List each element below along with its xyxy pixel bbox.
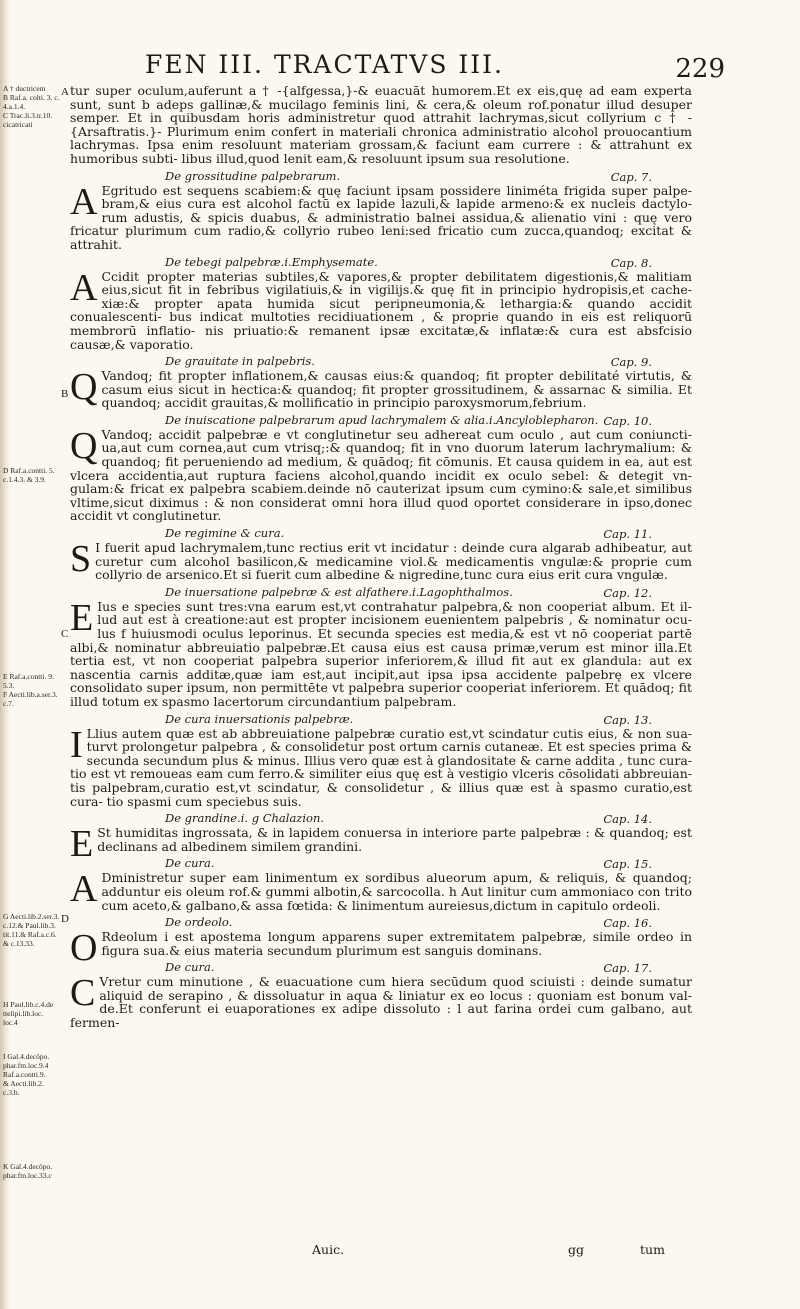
heading-title: De cura. <box>165 856 215 871</box>
chapter-number: Cap. 14. <box>603 812 652 827</box>
paragraph-text: Vretur cum minutione , & euacuatione cum hiera secūdum quod sciuisti : deinde sumatur aliquid de serapino , & dissoluatur in aqua & liniatur ex eo locus : quoniam est bonum val- de.Et conferunt ei euaporationes ex adipe dissoluto : l aut farina ordei cum galbano, aut fermen- <box>70 974 692 1031</box>
margin-note: tit.11.& Raf.a.c.6. <box>3 930 57 939</box>
chapter-heading <box>70 256 692 270</box>
margin-note: E Raf.a.contti. 9. <box>3 672 54 681</box>
heading-title: De cura. <box>165 960 215 975</box>
catchword: tum <box>640 1242 665 1257</box>
paragraph-text: Llius autem quæ est ab abbreuiatione palpebræ curatio est,vt scindatur cutis eius, & non sua- turvt prolongetur palpebra , & consolidetur post ortum carnis cutaneæ. Et est species prima & secunda secundum plus & minus. Illius vero quæ est à glandositate & carne addita , tunc cura- tio est vt remoueas eam cum ferro.& similiter eius quę est à vestigio vlceris cōsolidati abbreuian- tis palpebram,curatio est,vt scindatur, & consolidetur , & illius quæ est à spasmo curatio,est cura- tio spasmi cum speciebus suis. <box>70 725 692 809</box>
drop-capital: O <box>70 927 98 970</box>
letter-mark-b: B <box>61 388 69 400</box>
chapter-number: Cap. 15. <box>603 857 652 872</box>
paragraph-text: Vandoq; fit propter inflationem,& causas eius:& quandoq; fit propter debilitaté virtutis, & casum eius sicut in hectica:& quandoq; fit propter grossitudinem, & assarnac & similia. Et quandoq; accidit grauitas,& mollificatio in principio paroxysmorum,febrium. <box>101 368 692 411</box>
margin-note-group-1 <box>3 84 65 129</box>
heading-title: De regimine & cura. <box>165 526 285 541</box>
chapter-heading <box>70 527 692 541</box>
chapter-number: Cap. 8. <box>610 255 652 270</box>
chapter-heading <box>70 586 692 600</box>
paragraph <box>70 538 692 583</box>
margin-note: 4.a.1.4. <box>3 102 26 111</box>
margin-note: K Gal.4.decöpo. <box>3 1162 53 1171</box>
chapter-number: Cap. 16. <box>603 916 652 931</box>
chapter-number: Cap. 7. <box>610 169 652 184</box>
heading-title: De ordeolo. <box>165 915 233 930</box>
margin-note: F Aecti.lib.a.ser.3. <box>3 690 58 699</box>
margin-note-group-3 <box>3 672 65 708</box>
signature-mark: gg <box>568 1242 585 1257</box>
margin-note-group-5 <box>3 1000 65 1027</box>
paragraph <box>70 180 692 252</box>
margin-note: 5.3. <box>3 681 15 690</box>
chapter-number: Cap. 17. <box>603 961 652 976</box>
drop-capital: Q <box>70 424 98 467</box>
chapter-number: Cap. 13. <box>603 712 652 727</box>
margin-note: & Aecti.lib.2. <box>3 1079 44 1088</box>
chapter-number: Cap. 9. <box>610 355 652 370</box>
paragraph <box>70 424 692 524</box>
drop-capital: S <box>70 538 92 581</box>
drop-capital: A <box>70 868 98 911</box>
chapter-heading <box>70 713 692 727</box>
drop-capital: A <box>70 180 98 223</box>
paragraph-text: Ccidit propter materias subtiles,& vapores,& propter debilitatem digestionis,& malitiam eius,sicut fit in febribus vigilatiuis,& in vigilijs.& quę fit in principio hydropisis,et cache- xiæ:& propter apata humida sicut peripneumonia,& lethargia:& quando accidit conualescenti- bus indicat multoties recidiuationem , & proprie quando in eis est reliquorū membrorū inflatio- nis priuatio:& remanent ipsæ excitatæ,& inflatæ:& cura est absfcisio causæ,& vaporatio. <box>70 268 692 352</box>
paragraph-text: I fuerit apud lachrymalem,tunc rectius erit vt incidatur : deinde cura algarab adhibeatur, aut curetur cum alcohol basilicon,& medicamine viol.& medicamentis vngulæ:& proprie cum collyrio de arsenico.Et si fuerit cum albedine & nigredine,tunc cura eius erit cura vngulæ. <box>95 540 692 583</box>
chapter-heading <box>70 916 692 930</box>
drop-capital: E <box>70 823 94 866</box>
paragraph <box>70 266 692 352</box>
heading-title: De cura inuersationis palpebræ. <box>165 711 354 726</box>
chapter-number: Cap. 12. <box>603 585 652 600</box>
margin-note: H Paul.lib.c.4.de <box>3 1000 54 1009</box>
chapter-heading <box>70 812 692 826</box>
chapter-number: Cap. 11. <box>603 527 652 542</box>
chapter-heading <box>70 857 692 871</box>
catchword-left: Auic. <box>312 1242 345 1257</box>
page-number: 229 <box>675 54 725 84</box>
margin-note: c.12.& Paul.lib.3. <box>3 921 56 930</box>
paragraph: tur super oculum,auferunt a † -{alfgessa,}-& euacuāt humorem.Et ex eis,quę ad eam experta sunt, sunt b adeps gallinæ,& mucilago feminis lini, & cera,& oleum rof.ponatur illud desuper semper. Et in quibusdam horis administretur quod attrahit lachrymas,sicut collyrium c † -{Arsaftratis.}- Plurimum enim confert in materiali chronica administratio alcohol prouocantium lachrymas. Ipsa enim resoluunt materiam grossam,& faciunt eam currere : & attrahunt ex humoribus subti- libus illud,quod lenit eam,& resoluunt ipsum sua resolutione. <box>70 83 692 166</box>
main-text <box>70 84 692 1030</box>
chapter-heading <box>70 170 692 184</box>
chapter-number: Cap. 10. <box>603 413 652 428</box>
page-edge <box>0 0 10 1309</box>
letter-mark-d: D <box>61 913 69 925</box>
heading-title: De grauitate in palpebris. <box>165 354 315 369</box>
margin-note: c.7. <box>3 699 14 708</box>
margin-note: cicatricati <box>3 120 33 129</box>
paragraph <box>70 366 692 411</box>
margin-note-group-7 <box>3 1162 65 1180</box>
drop-capital: E <box>70 596 94 639</box>
heading-title: De inuersatione palpebræ & est alfathere.i.Lagophthalmos. <box>165 584 513 599</box>
paragraph-text: Egritudo est sequens scabiem:& quę faciunt ipsam possidere liniméta frigida super palpe- bram,& eius cura est alcohol factū ex lapide lazuli,& lapide armeno:& ex nucleis dactylo- rum adustis, & spicis duabus, & administratio balnei assidua,& alienatio vini : quę vero fricatur plurimum cum radio,& collyrio rubeo leni:sed fricatio cum zucca,quandoq; excitat & attrahit. <box>70 182 692 252</box>
heading-title: De inuiscatione palpebrarum apud lachrymalem & alia.i.Ancyloblepharon. <box>165 412 599 427</box>
margin-note: c.1.4.3. & 3.9. <box>3 475 46 484</box>
margin-note: ttelipi.lib.loc. <box>3 1009 44 1018</box>
margin-note: D Raf.a.contti. 5. <box>3 466 55 475</box>
margin-note: Raf.a.contti.9. <box>3 1070 46 1079</box>
heading-title: De grandine.i. g Chalazion. <box>165 811 325 826</box>
drop-capital: C <box>70 972 96 1015</box>
paragraph-text: Rdeolum i est apostema longum apparens super extremitatem palpebræ, simile ordeo in figura sua.& eius materia secundum plurimum est sanguis dominans. <box>101 929 692 958</box>
paragraph <box>70 868 692 913</box>
margin-note-group-4 <box>3 912 65 948</box>
drop-capital: Q <box>70 366 98 409</box>
running-head: FEN III. TRACTATVS III. <box>145 50 504 79</box>
chapter-heading <box>70 355 692 369</box>
chapter-heading <box>70 414 692 428</box>
drop-capital: A <box>70 266 98 309</box>
heading-title: De tebegi palpebræ.i.Emphysemate. <box>165 254 378 269</box>
paragraph <box>70 596 692 709</box>
paragraph <box>70 723 692 809</box>
margin-note: B Raf.a. colti. 3. c. <box>3 93 60 102</box>
margin-note-group-2 <box>3 466 65 484</box>
letter-mark-a: A <box>61 86 69 98</box>
paragraph-text: Dministretur super eam linimentum ex sordibus alueorum apum, & reliquis, & quandoq; adduntur eis oleum rof.& gummi albotin,& sarcocolla. h Aut linitur cum ammoniaco con trito cum aceto,& galbano,& assa fœtida: & linimentum aureiesus,dictum in capitulo ordeoli. <box>101 870 692 913</box>
drop-capital: I <box>70 723 83 766</box>
margin-note-group-6 <box>3 1052 65 1097</box>
margin-note: C Trac.li.3.tr.10. <box>3 111 53 120</box>
margin-note: phar.fm.loc.33.c <box>3 1171 52 1180</box>
margin-note: I Gal.4.decöpo. <box>3 1052 50 1061</box>
paragraph <box>70 972 692 1031</box>
margin-note: c.3.b. <box>3 1088 20 1097</box>
letter-mark-c: C <box>61 628 69 640</box>
page-header <box>95 42 725 84</box>
margin-note: & c.13.33. <box>3 939 35 948</box>
margin-note: loc.4 <box>3 1018 18 1027</box>
heading-title: De grossitudine palpebrarum. <box>165 168 341 183</box>
margin-note: A † ductricem <box>3 84 46 93</box>
margin-note: G Aecti.lib.2.ser.3. <box>3 912 60 921</box>
chapter-heading <box>70 961 692 975</box>
margin-note: phar.fm.loc.9.4 <box>3 1061 49 1070</box>
paragraph-text: Vandoq; accidit palpebræ e vt conglutinetur seu adhereat cum oculo , aut cum coniuncti- ua,aut cum cornea,aut cum vtrisq;:& quandoq; fit in vno duorum laterum lachrymalium: & quandoq; fit perueniendo ad medium, & quādoq; fit cōmunis. Et causa quidem in ea, aut est vlcera accidentia,aut ruptura faciens alcohol,quando incidit ex oculo sebel: & detegit vn- gulam:& fricat ex palpebra scabiem.deinde nō cauterizat ipsum cum cymino:& sale,et similibus vltime,sicut diximus : & non considerat omni hora illud quod oportet considerare in ipso,donec accidit vt conglutinetur. <box>70 426 692 524</box>
paragraph-text: Ius e species sunt tres:vna earum est,vt contrahatur palpebra,& non cooperiat album. Et il- lud aut est à creatione:aut est propter incisionem euenientem palpebris , & nominatur ocu- lus f huiusmodi oculus leporinus. Et secunda species est media,& est vt nō cooperiat partē albi,& nominatur abbreuiatio palpebræ.Et causa eius est causa primæ,verum est minor illa.Et tertia est, vt non cooperiat palpebra superior inferiorem,& illud fit aut ex glandula: aut ex nascentia carnis additæ,quæ iam est,aut incipit,aut ipsa ipsa accidente palpebrę ex vlcere consolidato super ipsum, non permittēte vt palpebra superior cooperiat inferiorem. Et quādoq; fit illud totum ex spasmo lacertorum circundantium palpebram. <box>70 598 692 709</box>
paragraph-text: St humiditas ingrossata, & in lapidem conuersa in interiore parte palpebræ : & quandoq; est declinans ad albedinem similem grandini. <box>97 825 692 854</box>
